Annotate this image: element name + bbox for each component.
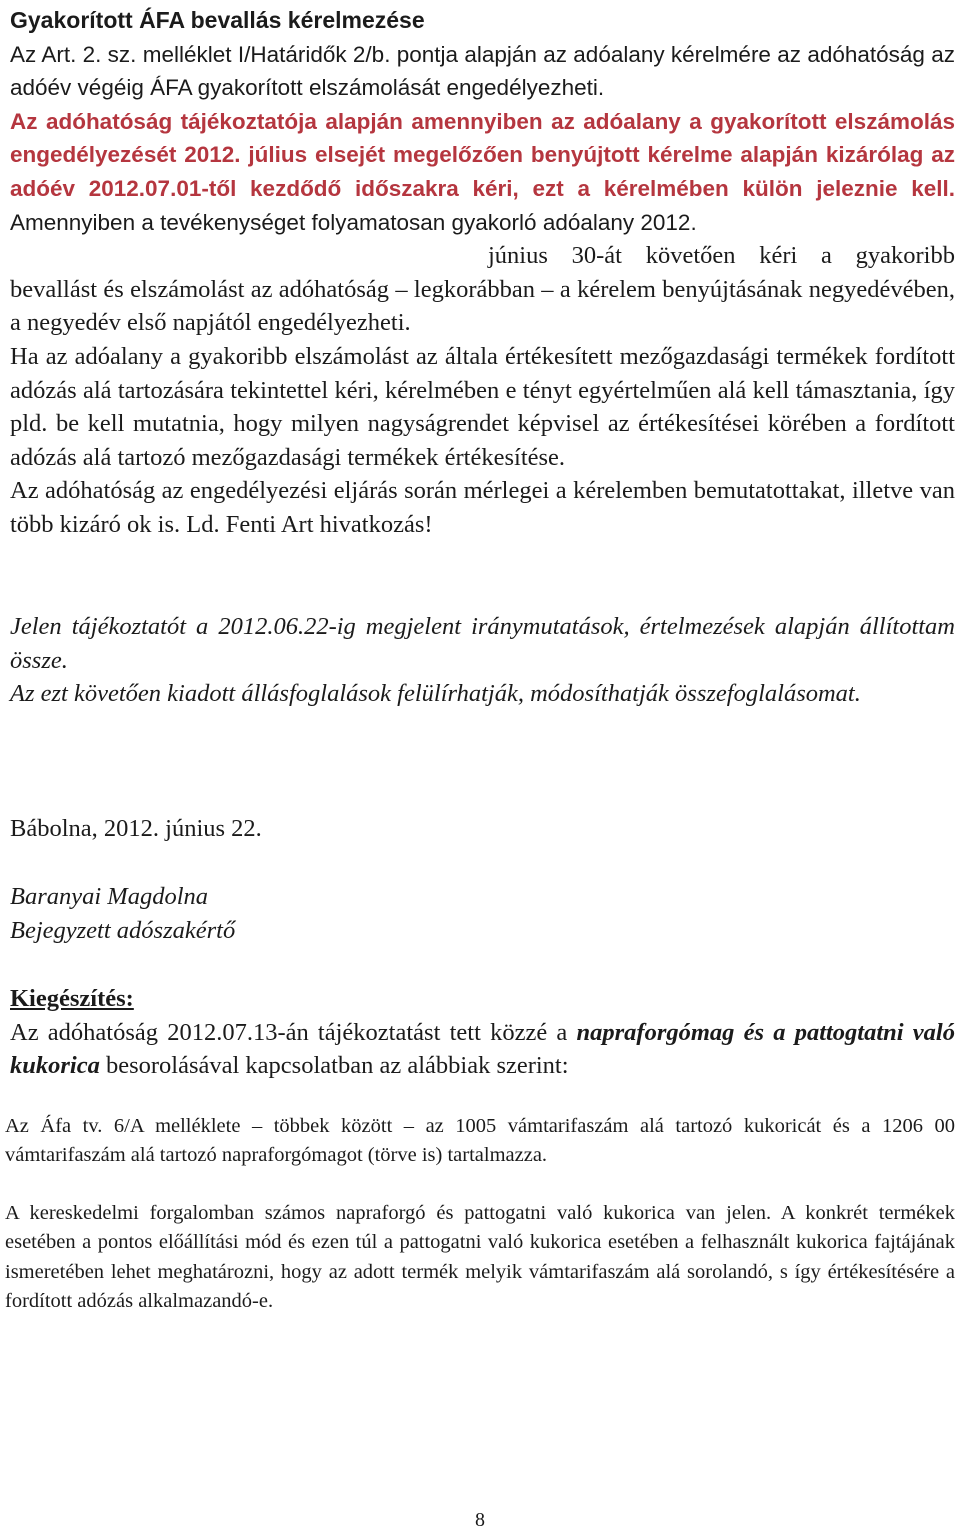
- disclaimer: [10, 610, 955, 711]
- supplement-heading: Kiegészítés:: [10, 985, 134, 1012]
- highlighted-authority-notice: Az adóhatóság tájékoztatója alapján amennyiben az adóalany a gyakorított elszámolás engedélyezését 2012. július elsejét megelőzően benyújtott kérelme alapján kizárólag az adóév 2012.07.01-től kezdődő időszakra kéri, ezt a kérelmében külön jeleznie kell.: [10, 108, 955, 201]
- page-number: 8: [475, 1509, 485, 1531]
- paragraph-continuous-activity: Amennyiben a tevékenységet folyamatosan gyakorló adóalany 2012.: [10, 209, 697, 235]
- supplement-section: [10, 982, 955, 1083]
- paragraph-authority-review: Az adóhatóság az engedélyezési eljárás során mérlegei a kérelemben bemutatottakat, illetve van több kizáró ok is. Ld. Fenti Art hivatkozás!: [10, 477, 955, 538]
- section-agricultural: [10, 340, 955, 542]
- disclaimer-basis: Jelen tájékoztatót a 2012.06.22-ig megjelent iránymutatások, értelmezések alapján állítottam össze.: [10, 613, 955, 674]
- document-title: Gyakorított ÁFA bevallás kérelmezése: [10, 7, 425, 33]
- place-date: Bábolna, 2012. június 22.: [10, 815, 262, 842]
- emphasized-products: napraforgómag és a pattogtatni való kukorica: [10, 1018, 955, 1080]
- section-ata-request: [10, 4, 955, 239]
- paragraph-legal-basis: Az Art. 2. sz. melléklet I/Határidők 2/b. pontja alapján az adóalany kérelmére az adóhatóság az adóév végéig ÁFA gyakorított elszámolását engedélyezheti.: [10, 41, 955, 101]
- disclaimer-override: Az ezt követően kiadott állásfoglalások felülírhatják, módosíthatják összefoglalásomat.: [10, 680, 861, 708]
- signature-name: Baranyai Magdolna: [10, 883, 209, 910]
- section-frequent-filing: [10, 239, 955, 340]
- supplement-intro: Az adóhatóság 2012.07.13-án tájékoztatást tett közzé a napraforgómag és a pattogtatni való kukorica besorolásával kapcsolatban az alábbiak szerint:: [10, 1018, 955, 1080]
- supplement-paragraph-annex: Az Áfa tv. 6/A melléklete – többek között – az 1005 vámtarifaszám alá tartozó kukoricát és a 1206 00 vámtarifaszám alá tartozó napraforgómagot (törve is) tartalmazza.: [5, 1115, 955, 1167]
- supplement-paragraph-classification: A kereskedelmi forgalomban számos napraforgó és pattogatni való kukorica van jelen. A konkrét termékek esetében a pontos előállítási mód és ezen túl a pattogatni való kukorica esetében a felhasznált kukorica fajtájának ismeretében lehet meghatározni, hogy az adott termék melyik vámtarifaszám alá sorolandó, s így értékesítésére a fordított adózás alkalmazandó-e.: [5, 1202, 955, 1313]
- signature-block: [10, 880, 955, 947]
- signature-title: Bejegyzett adószakértő: [10, 916, 236, 944]
- paragraph-agricultural-products: Ha az adóalany a gyakoribb elszámolást az általa értékesített mezőgazdasági termékek fordított adózás alá tartozására tekintettel kéri, kérelmében e tényt egyértelműen alá kell támasztania, így pld. be kell mutatnia, hogy milyen nagyságrendet képvisel az értékesítései körében a fordított adózás alá tartozó mezőgazdasági termékek értékesítése.: [10, 343, 955, 471]
- paragraph-frequent-filing: június 30-át követően kéri a gyakoribb bevallást és elszámolást az adóhatóság – legkorábban – a kérelem benyújtásának negyedévében, a negyedév első napjától engedélyezheti.: [10, 242, 955, 337]
